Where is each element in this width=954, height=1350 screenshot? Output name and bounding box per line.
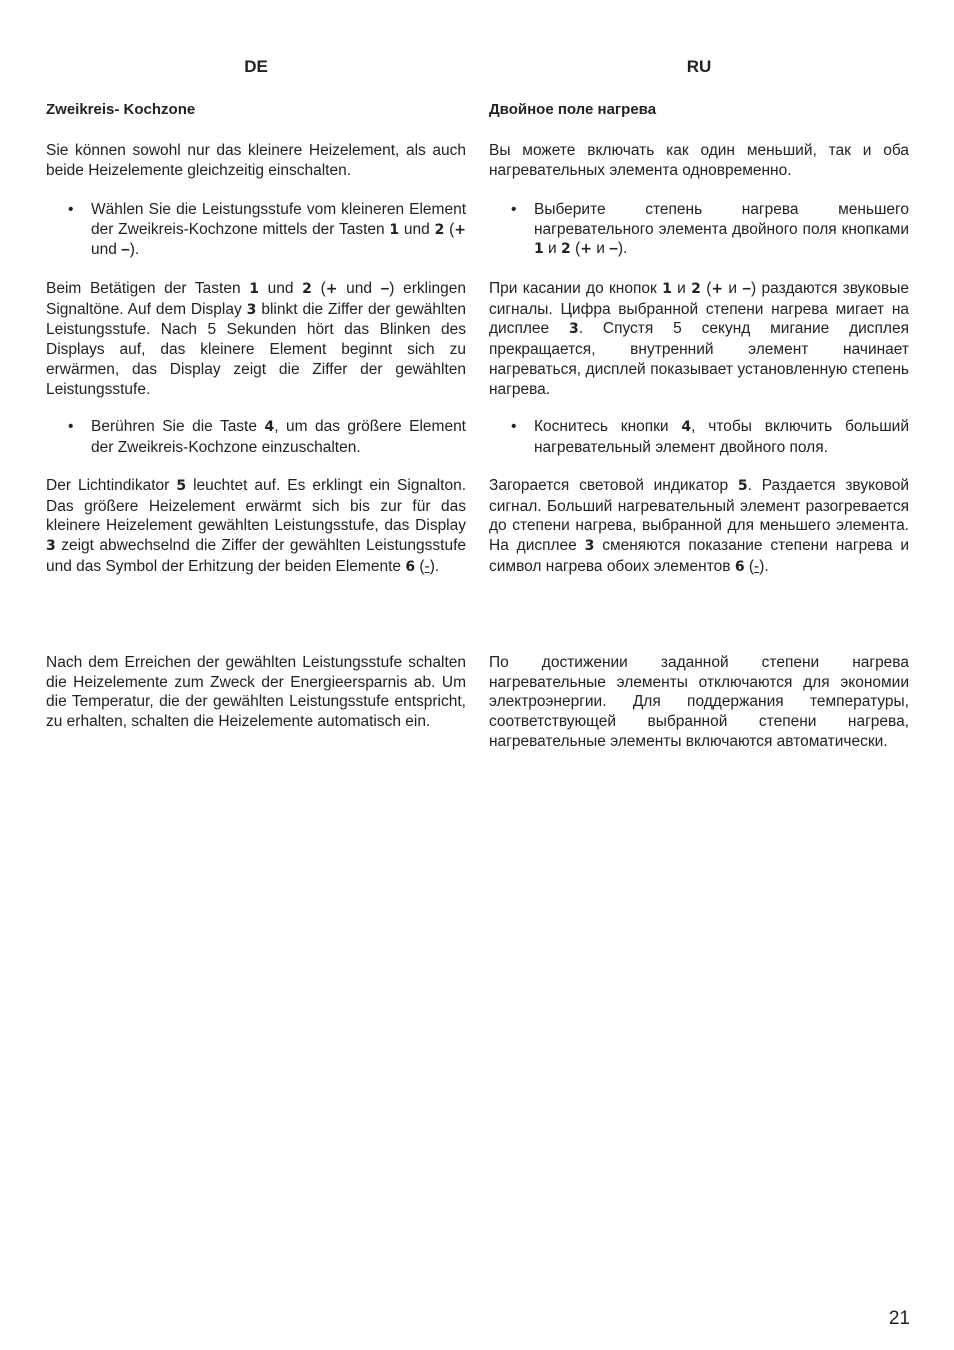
language-label-de: DE bbox=[244, 57, 268, 76]
paragraph-de-1: Sie können sowohl nur das kleinere Heizelement, als auch beide Heizelemente gleichzeitig einschalten. bbox=[46, 142, 466, 179]
page-number: 21 bbox=[888, 1308, 910, 1329]
heating-symbol: - bbox=[754, 557, 760, 575]
heating-symbol: - bbox=[424, 557, 430, 575]
paragraph-de-3: Der Lichtindikator 5 leuchtet auf. Es erklingt ein Signalton. Das größere Heizelement erwärmt sich bis zur für das kleinere Heizelement gewählten Leistungsstufe, das Display 3 zeigt abwechselnd die Ziffer der gewählten Leistungsstufe und das Symbol der Erhitzung der beiden Elemente 6 (-). bbox=[46, 477, 466, 575]
section-heading-ru: Двойное поле нагрева bbox=[489, 101, 657, 118]
language-label-ru: RU bbox=[686, 57, 712, 76]
bullet-icon: • bbox=[511, 418, 517, 435]
bullet-icon: • bbox=[511, 201, 517, 218]
bullet-text-ru-1: Выберите степень нагрева меньшего нагревательного элемента двойного поля кнопками 1 и 2 (+ и –). bbox=[534, 201, 909, 258]
paragraph-de-2: Beim Betätigen der Tasten 1 und 2 (+ und –) erklingen Signaltöne. Auf dem Display 3 blinkt die Ziffer der gewählten Leistungsstufe. Nach 5 Sekunden hört das Blinken des Displays auf, das kleinere Element beginnt sich zu erwärmen, das Display zeigt die Ziffer der gewählten Leistungsstufe. bbox=[46, 280, 467, 398]
paragraph-ru-1: Вы можете включать как один меньший, так и оба нагревательных элемента одновременно. bbox=[489, 142, 909, 179]
paragraph-ru-4: По достижении заданной степени нагрева нагревательные элементы отключаются для экономии электроэнергии. Для поддержания температуры, соответствующей выбранной степени нагрева, нагревательные элементы включаются автоматически. bbox=[489, 654, 909, 750]
bullet-text-de-1: Wählen Sie die Leistungsstufe vom kleineren Element der Zweikreis-Kochzone mittels der Tasten 1 und 2 (+ und –). bbox=[91, 201, 466, 259]
bullet-text-ru-2: Коснитесь кнопки 4, чтобы включить больший нагревательный элемент двойного поля. bbox=[534, 418, 909, 456]
paragraph-ru-3: Загорается световой индикатор 5. Раздается звуковой сигнал. Больший нагревательный элемент разогревается до степени нагрева, выбранной для меньшего элемента. На дисплее 3 сменяются показание степени нагрева и символ нагрева обоих элементов 6 (-). bbox=[489, 477, 909, 575]
bullet-icon: • bbox=[68, 418, 74, 435]
bullet-icon: • bbox=[68, 201, 74, 218]
section-heading-de: Zweikreis- Kochzone bbox=[46, 101, 196, 118]
paragraph-ru-2: При касании до кнопок 1 и 2 (+ и –) раздаются звуковые сигналы. Цифра выбранной степени нагрева мигает на дисплее 3. Спустя 5 секунд мигание дисплея прекращается, внутренний элемент начинает нагреваться, дисплей показывает установленную степень нагрева. bbox=[489, 280, 909, 398]
paragraph-de-4: Nach dem Erreichen der gewählten Leistungsstufe schalten die Heizelemente zum Zweck der Energieersparnis ab. Um die Temperatur, die der gewählten Leistungsstufe entspricht, zu erhalten, schalten die Heizelemente automatisch ein. bbox=[46, 654, 466, 731]
bullet-text-de-2: Berühren Sie die Taste 4, um das größere Element der Zweikreis-Kochzone einzuschalten. bbox=[91, 418, 466, 456]
